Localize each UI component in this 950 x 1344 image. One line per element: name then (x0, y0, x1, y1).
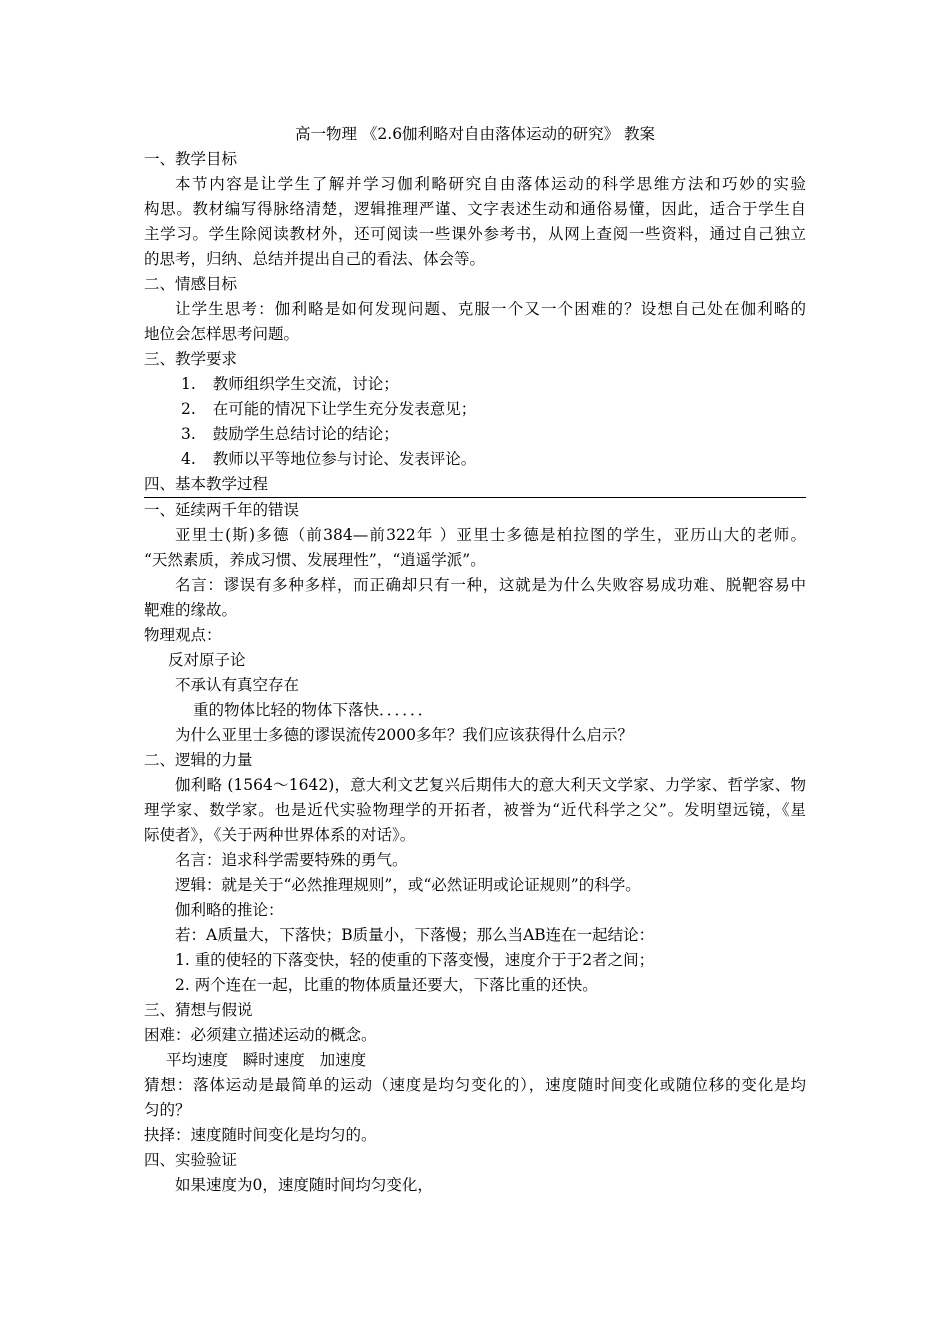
document-body (144, 122, 806, 1198)
page-title: 高一物理 《2.6伽利略对自由落体运动的研究》 教案 (294, 125, 655, 143)
paragraph-line: “天然素质，养成习惯、发展理性”，“逍遥学派”。 (144, 551, 486, 569)
paragraph-line: 平均速度 瞬时速度 加速度 (166, 1051, 367, 1069)
subsection-heading: 三、猜想与假说 (144, 1001, 253, 1019)
list-text: 教师组织学生交流，讨论； (212, 375, 399, 393)
section-heading: 二、情感目标 (144, 275, 238, 293)
paragraph-line: 抉择：速度随时间变化是均匀的。 (144, 1126, 377, 1144)
section-heading: 一、教学目标 (144, 150, 238, 168)
list-number: 3. (181, 425, 196, 443)
paragraph-line: 际使者》，《关于两种世界体系的对话》。 (144, 826, 416, 844)
paragraph-line: 为什么亚里士多德的谬误流传2000多年？我们应该获得什么启示？ (175, 726, 633, 744)
paragraph-line: 靶难的缘故。 (144, 601, 238, 619)
paragraph-line: 困难：必须建立描述运动的概念。 (144, 1026, 377, 1044)
paragraph-line: 地位会怎样思考问题。 (144, 325, 300, 343)
list-item (144, 447, 806, 472)
paragraph-line: 如果速度为0，速度随时间均匀变化， (175, 1176, 433, 1194)
paragraph-line: 名言：追求科学需要特殊的勇气。 (175, 851, 408, 869)
paragraph-line: 若：A质量大，下落快；B质量小，下落慢；那么当AB连在一起结论： (175, 926, 655, 944)
list-text: 教师以平等地位参与讨论、发表评论。 (212, 450, 477, 468)
paragraph-line: 逻辑：就是关于“必然推理规则”，或“必然证明或论证规则”的科学。 (175, 876, 641, 894)
subsection-heading: 一、延续两千年的错误 (144, 501, 300, 519)
section-heading: 四、基本教学过程 (144, 475, 269, 493)
list-number: 4. (181, 450, 196, 468)
list-text: 在可能的情况下让学生充分发表意见； (212, 400, 477, 418)
list-item (144, 422, 806, 447)
paragraph-line: 本节内容是让学生了解并学习伽利略研究自由落体运动的科学思维方法和巧妙的实验 (175, 175, 806, 193)
subsection-heading: 二、逻辑的力量 (144, 751, 253, 769)
list-text: 鼓励学生总结讨论的结论； (212, 425, 399, 443)
list-item (144, 372, 806, 397)
paragraph-line: 主学习。学生除阅读教材外，还可阅读一些课外参考书，从网上查阅一些资料，通过自己独立 (144, 225, 806, 243)
subsection-heading: 四、实验验证 (144, 1151, 238, 1169)
paragraph-line: 伽利略的推论： (175, 901, 284, 919)
section-heading: 三、教学要求 (144, 350, 238, 368)
paragraph-line: 猜想：落体运动是最简单的运动（速度是均匀变化的），速度随时间变化或随位移的变化是均 (144, 1076, 806, 1094)
list-number: 1. (181, 375, 196, 393)
paragraph-line: 匀的？ (144, 1101, 191, 1119)
paragraph-line: 物理观点： (144, 626, 222, 644)
paragraph-line: 让学生思考：伽利略是如何发现问题、克服一个又一个困难的？设想自己处在伽利略的 (175, 300, 806, 318)
paragraph-line: 伽利略 (1564～1642)，意大利文艺复兴后期伟大的意大利天文学家、力学家、哲学家、物 (175, 776, 806, 794)
paragraph-line: 不承认有真空存在 (175, 676, 300, 694)
paragraph-line: 名言：谬误有多种多样，而正确却只有一种，这就是为什么失败容易成功难、脱靶容易中 (175, 576, 806, 594)
paragraph-line: 的思考，归纳、总结并提出自己的看法、体会等。 (144, 250, 486, 268)
paragraph-line: 1. 重的使轻的下落变快，轻的使重的下落变慢，速度介于于2者之间； (175, 951, 655, 969)
paragraph-line: 理学家、数学家。也是近代实验物理学的开拓者，被誉为“近代科学之父”。发明望远镜，《星 (144, 801, 806, 819)
paragraph-line: 亚里士(斯)多德（前384—前322年 ）亚里士多德是柏拉图的学生，亚历山大的老师。 (175, 526, 806, 544)
paragraph-line: 反对原子论 (168, 651, 246, 669)
list-item (144, 397, 806, 422)
list-number: 2. (181, 400, 196, 418)
paragraph-line: 构思。教材编写得脉络清楚，逻辑推理严谨、文字表述生动和通俗易懂，因此，适合于学生自 (144, 200, 806, 218)
paragraph-line: 2. 两个连在一起，比重的物体质量还要大，下落比重的还快。 (175, 976, 598, 994)
paragraph-line: 重的物体比轻的物体下落快．．．．．． (193, 701, 434, 719)
